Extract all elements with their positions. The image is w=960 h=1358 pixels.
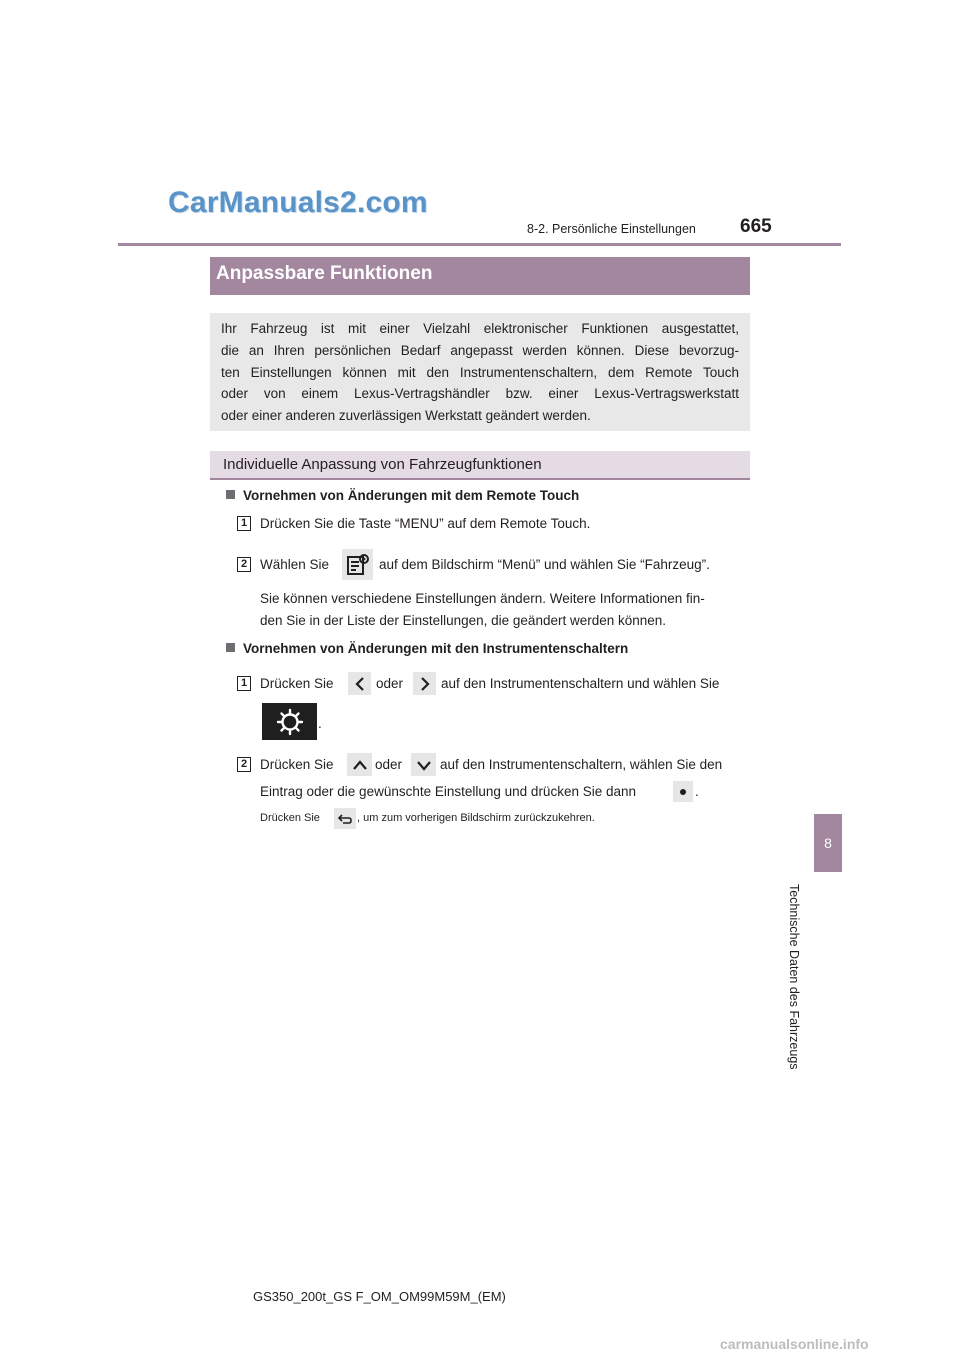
step-text: Drücken Sie die Taste “MENU” auf dem Remote Touch. <box>260 516 591 531</box>
step-text: oder <box>375 757 403 772</box>
chevron-up-icon <box>347 753 372 776</box>
step-text: auf dem Bildschirm “Menü” und wählen Sie “Fahrzeug”. <box>379 557 710 572</box>
step-text: . <box>695 784 699 799</box>
section-title: Anpassbare Funktionen <box>210 257 750 295</box>
vehicle-settings-icon <box>342 549 373 580</box>
back-note-text: Drücken Sie <box>260 812 320 824</box>
step-text: oder <box>376 676 404 691</box>
remote-touch-heading-text: Vornehmen von Änderungen mit dem Remote Touch <box>243 488 580 503</box>
chapter-tab[interactable] <box>814 814 842 872</box>
back-icon <box>334 808 356 829</box>
step-text: Wählen Sie <box>260 557 330 572</box>
step-number-2: 2 <box>237 557 251 572</box>
step-text: . <box>318 716 322 731</box>
enter-dot-icon <box>673 781 693 802</box>
step-text: Drücken Sie <box>260 676 334 691</box>
square-bullet-icon <box>226 490 235 499</box>
carmanuals-watermark-logo: CarManuals2.com <box>168 186 428 219</box>
subsection-title: Individuelle Anpassung von Fahrzeugfunktionen <box>210 451 750 480</box>
instrument-heading-text: Vornehmen von Änderungen mit den Instrumentenschaltern <box>243 641 629 656</box>
note-line: Sie können verschiedene Einstellungen ändern. Weitere Informationen fin- <box>260 591 705 606</box>
intro-line: die an Ihren persönlichen Bedarf angepasst werden können. Diese bevorzug- <box>221 342 739 358</box>
chevron-left-icon <box>348 672 371 695</box>
page-number: 665 <box>740 216 772 237</box>
back-note-text: , um zum vorherigen Bildschirm zurückzukehren. <box>357 812 595 824</box>
gear-icon <box>262 703 317 740</box>
instrument-heading <box>226 641 628 656</box>
step-text: auf den Instrumentenschaltern und wählen Sie <box>441 676 720 691</box>
carmanualsonline-watermark: carmanualsonline.info <box>720 1336 869 1352</box>
intro-box <box>210 313 750 431</box>
step-text: Eintrag oder die gewünschte Einstellung und drücken Sie dann <box>260 784 637 799</box>
intro-line: oder von einem Lexus-Vertragshändler bzw. einer Lexus-Vertragswerkstatt <box>221 386 739 402</box>
step-number-2: 2 <box>237 757 251 772</box>
step-number-1: 1 <box>237 516 251 531</box>
chapter-number: 8 <box>824 835 832 851</box>
header-section-title: 8-2. Persönliche Einstellungen <box>527 222 696 236</box>
header-rule <box>118 243 841 246</box>
chapter-side-label: Technische Daten des Fahrzeugs <box>787 884 801 1070</box>
note-line: den Sie in der Liste der Einstellungen, die geändert werden können. <box>260 613 667 628</box>
chevron-right-icon <box>413 672 436 695</box>
step-text: auf den Instrumentenschaltern, wählen Sie den <box>440 757 723 772</box>
intro-line: oder einer anderen zuverlässigen Werkstatt geändert werden. <box>221 408 591 424</box>
document-code-footer: GS350_200t_GS F_OM_OM99M59M_(EM) <box>253 1289 506 1304</box>
step-text: Drücken Sie <box>260 757 334 772</box>
step-number-1: 1 <box>237 676 251 691</box>
intro-line: ten Einstellungen können mit den Instrumentenschaltern, dem Remote Touch <box>221 364 739 380</box>
remote-touch-heading <box>226 488 579 503</box>
intro-line: Ihr Fahrzeug ist mit einer Vielzahl elektronischer Funktionen ausgestattet, <box>221 321 739 336</box>
chevron-down-icon <box>411 753 436 776</box>
square-bullet-icon <box>226 643 235 652</box>
